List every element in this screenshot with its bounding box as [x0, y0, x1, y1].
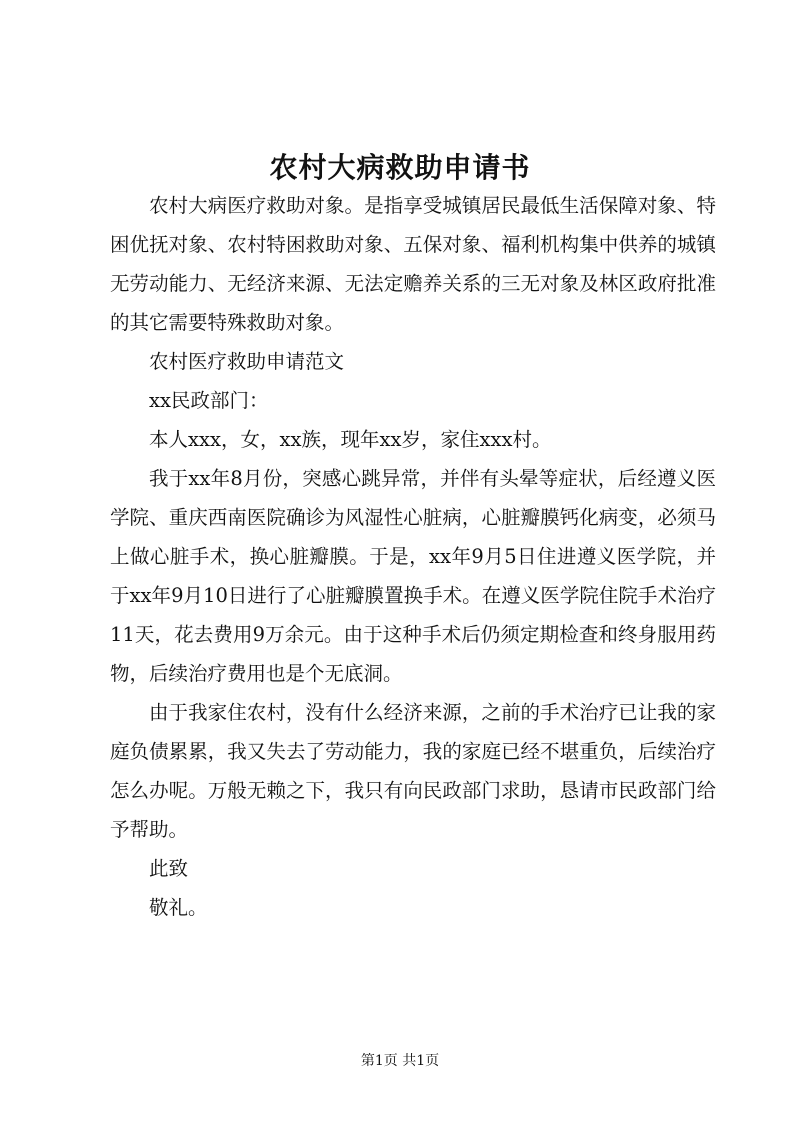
- document-body: [110, 186, 716, 927]
- page-footer: 第1页 共1页: [360, 1053, 440, 1069]
- paragraph-medical-history: 我于xx年8月份，突感心跳异常，并伴有头晕等症状，后经遵义医学院、重庆西南医院确诊为风湿性心脏病，心脏瓣膜钙化病变，必须马上做心脏手术，换心脏瓣膜。于是，xx年9月5日住进遵义医学院，并于xx年9月10日进行了心脏瓣膜置换手术。在遵义医学院住院手术治疗11天，花去费用9万余元。由于这种手术后仍须定期检查和终身服用药物，后续治疗费用也是个无底洞。: [110, 467, 716, 685]
- paragraph-intro: 农村大病医疗救助对象。是指享受城镇居民最低生活保障对象、特困优抚对象、农村特困救助对象、五保对象、福利机构集中供养的城镇无劳动能力、无经济来源、无法定赡养关系的三无对象及林区政府批准的其它需要特殊救助对象。: [110, 194, 716, 334]
- paragraph-sample-heading: 农村医疗救助申请范文: [149, 350, 345, 373]
- paragraph-self-intro: 本人xxx，女，xx族，现年xx岁，家住xxx村。: [149, 428, 552, 451]
- paragraph-request: 由于我家住农村，没有什么经济来源，之前的手术治疗已让我的家庭负债累累，我又失去了劳动能力，我的家庭已经不堪重负，后续治疗怎么办呢。万般无赖之下，我只有向民政部门求助，恳请市民政部门给予帮助。: [110, 701, 716, 841]
- document-title: 农村大病救助申请书: [269, 151, 531, 184]
- paragraph-closing: 此致: [149, 857, 189, 880]
- paragraph-salutation: xx民政部门：: [149, 389, 269, 412]
- paragraph-regards: 敬礼。: [149, 896, 208, 919]
